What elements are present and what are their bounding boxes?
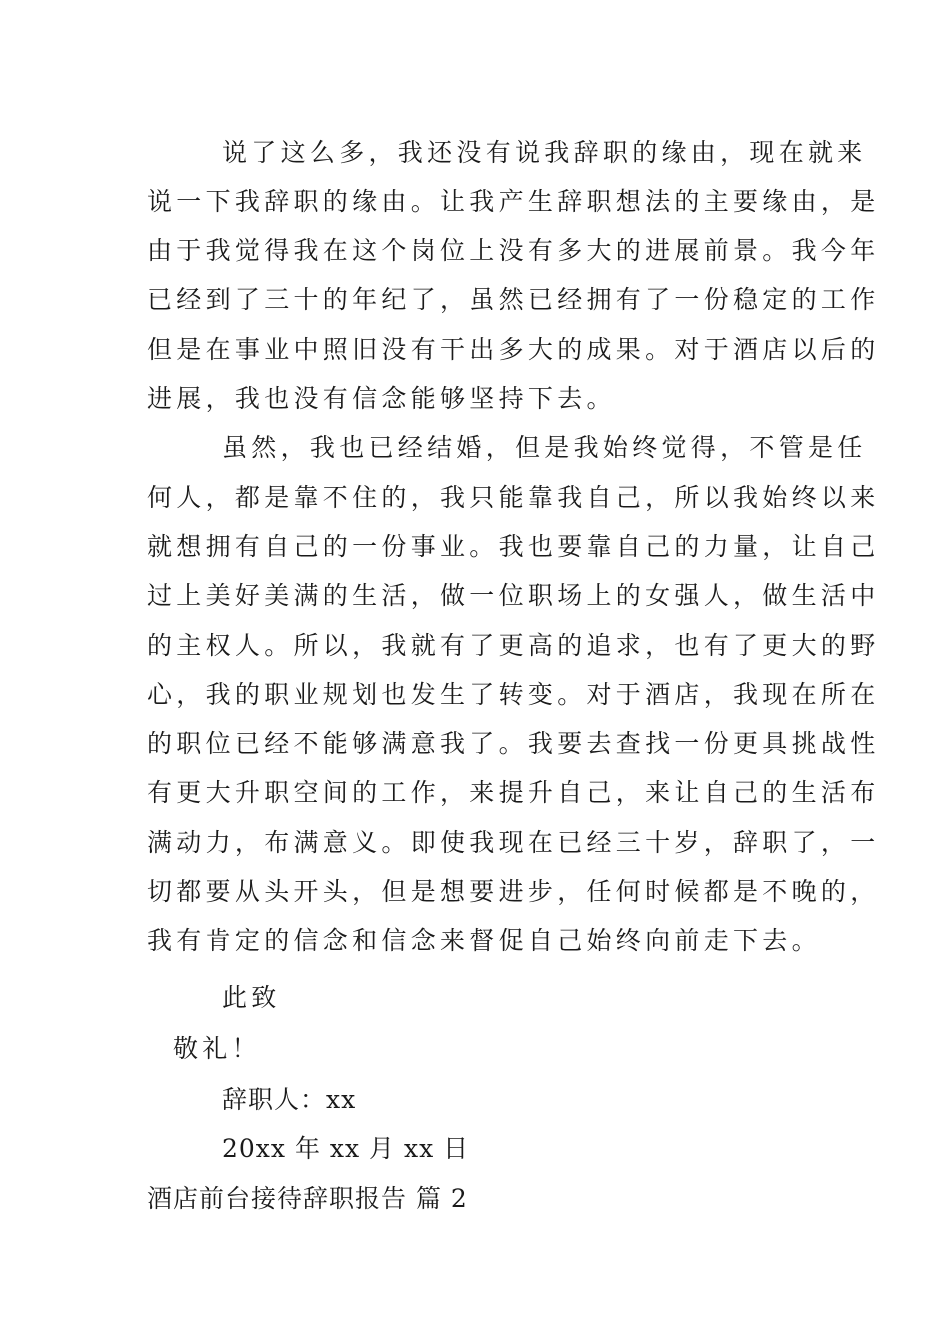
paragraph-2-line-10: 切都要从头开头，但是想要进步，任何时候都是不晚的， <box>147 877 880 906</box>
salutation: 此致 <box>222 983 281 1012</box>
paragraph-1-line-4: 已经到了三十的年纪了，虽然已经拥有了一份稳定的工作 <box>147 285 880 314</box>
paragraph-2-line-9: 满动力，布满意义。即使我现在已经三十岁，辞职了，一 <box>147 828 880 857</box>
paragraph-2-line-7: 的职位已经不能够满意我了。我要去查找一份更具挑战性 <box>147 729 880 758</box>
next-section-title: 酒店前台接待辞职报告 篇 2 <box>147 1184 468 1213</box>
paragraph-1-line-1: 说了这么多，我还没有说我辞职的缘由，现在就来 <box>222 138 867 167</box>
signature-date: 20xx 年 xx 月 xx 日 <box>222 1134 470 1163</box>
paragraph-2-line-5: 的主权人。所以，我就有了更高的追求，也有了更大的野 <box>147 631 880 660</box>
paragraph-2-line-3: 就想拥有自己的一份事业。我也要靠自己的力量，让自己 <box>147 532 880 561</box>
regards: 敬礼！ <box>173 1034 261 1063</box>
paragraph-2-line-11: 我有肯定的信念和信念来督促自己始终向前走下去。 <box>147 926 821 955</box>
resigner-signature: 辞职人：xx <box>222 1085 357 1114</box>
paragraph-2-line-1: 虽然，我也已经结婚，但是我始终觉得，不管是任 <box>222 433 867 462</box>
paragraph-2-line-8: 有更大升职空间的工作，来提升自己，来让自己的生活布 <box>147 778 880 807</box>
paragraph-2-line-4: 过上美好美满的生活，做一位职场上的女强人，做生活中 <box>147 581 880 610</box>
paragraph-1-line-5: 但是在事业中照旧没有干出多大的成果。对于酒店以后的 <box>147 335 880 364</box>
paragraph-1-line-2: 说一下我辞职的缘由。让我产生辞职想法的主要缘由，是 <box>147 187 880 216</box>
paragraph-1-line-3: 由于我觉得我在这个岗位上没有多大的进展前景。我今年 <box>147 236 880 265</box>
paragraph-2-line-2: 何人，都是靠不住的，我只能靠我自己，所以我始终以来 <box>147 483 880 512</box>
paragraph-1-line-6: 进展，我也没有信念能够坚持下去。 <box>147 384 616 413</box>
paragraph-2-line-6: 心，我的职业规划也发生了转变。对于酒店，我现在所在 <box>147 680 880 709</box>
